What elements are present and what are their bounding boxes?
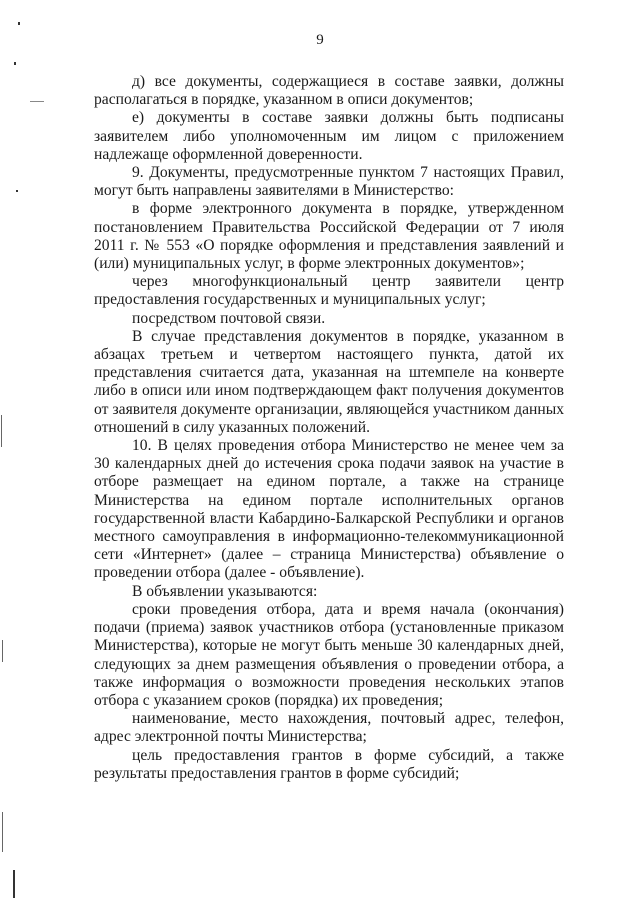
scan-artifact: [2, 640, 3, 662]
paragraph-1: д) все документы, содержащиеся в составе заявки, должны располагаться в порядке, указанном в описи документов;: [94, 73, 564, 109]
scan-artifact: [1, 415, 2, 447]
scan-artifact: [18, 22, 20, 25]
paragraph-11: наименование, место нахождения, почтовый адрес, телефон, адрес электронной почты Министерства;: [94, 710, 564, 746]
paragraph-7: В случае представления документов в порядке, указанном в абзацах третьем и четвертом настоящего пункта, датой их представления считается дата, указанная на штемпеле на конверте либо в описи или ином подтверждающем факт получения документов от заявителя документе организации, являющейся участником данных отношений в силу указанных положений.: [94, 327, 564, 436]
scan-artifact: [2, 812, 3, 852]
page-number: 9: [316, 32, 324, 48]
paragraph-9: В объявлении указываются:: [132, 582, 318, 600]
paragraph-12: цель предоставления грантов в форме субсидий, а также результаты предоставления грантов в форме субсидий;: [94, 746, 564, 782]
paragraph-4: в форме электронного документа в порядке, утвержденном постановлением Правительства Российской Федерации от 7 июля 2011 г. № 553 «О порядке оформления и представления заявлений и (или) муниципальных услуг, в форме электронных документов»;: [94, 200, 564, 273]
scan-artifact: [14, 62, 16, 65]
paragraph-3: 9. Документы, предусмотренные пунктом 7 настоящих Правил, могут быть направлены заявителями в Министерство:: [94, 164, 564, 200]
paragraph-2: е) документы в составе заявки должны быть подписаны заявителем либо уполномоченным им лицом с приложением надлежаще оформленной доверенности.: [94, 109, 564, 163]
document-body: [94, 73, 564, 783]
paragraph-5: через многофункциональный центр заявители центр предоставления государственных и муниципальных услуг;: [94, 273, 564, 309]
paragraph-10: сроки проведения отбора, дата и время начала (окончания) подачи (приема) заявок участников отбора (установленные приказом Министерства), которые не могут быть меньше 30 календарных дней, следующих за днем размещения объявления о проведении отбора, а также информация о возможности проведения нескольких этапов отбора с указанием сроков (порядка) их проведения;: [94, 600, 564, 709]
scan-artifact: [30, 101, 44, 102]
paragraph-8: 10. В целях проведения отбора Министерство не менее чем за 30 календарных дней до истечения срока подачи заявок на участие в отборе размещает на едином портале, а также на странице Министерства на едином портале исполнительных органов государственной власти Кабардино-Балкарской Республики и органов местного самоуправления в информационно-телекоммуникационной сети «Интернет» (далее – страница Министерства) объявление о проведении отбора (далее - объявление).: [94, 437, 564, 582]
paragraph-6: посредством почтовой связи.: [132, 309, 326, 327]
scan-artifact: [13, 870, 15, 898]
scan-artifact: [16, 190, 18, 192]
